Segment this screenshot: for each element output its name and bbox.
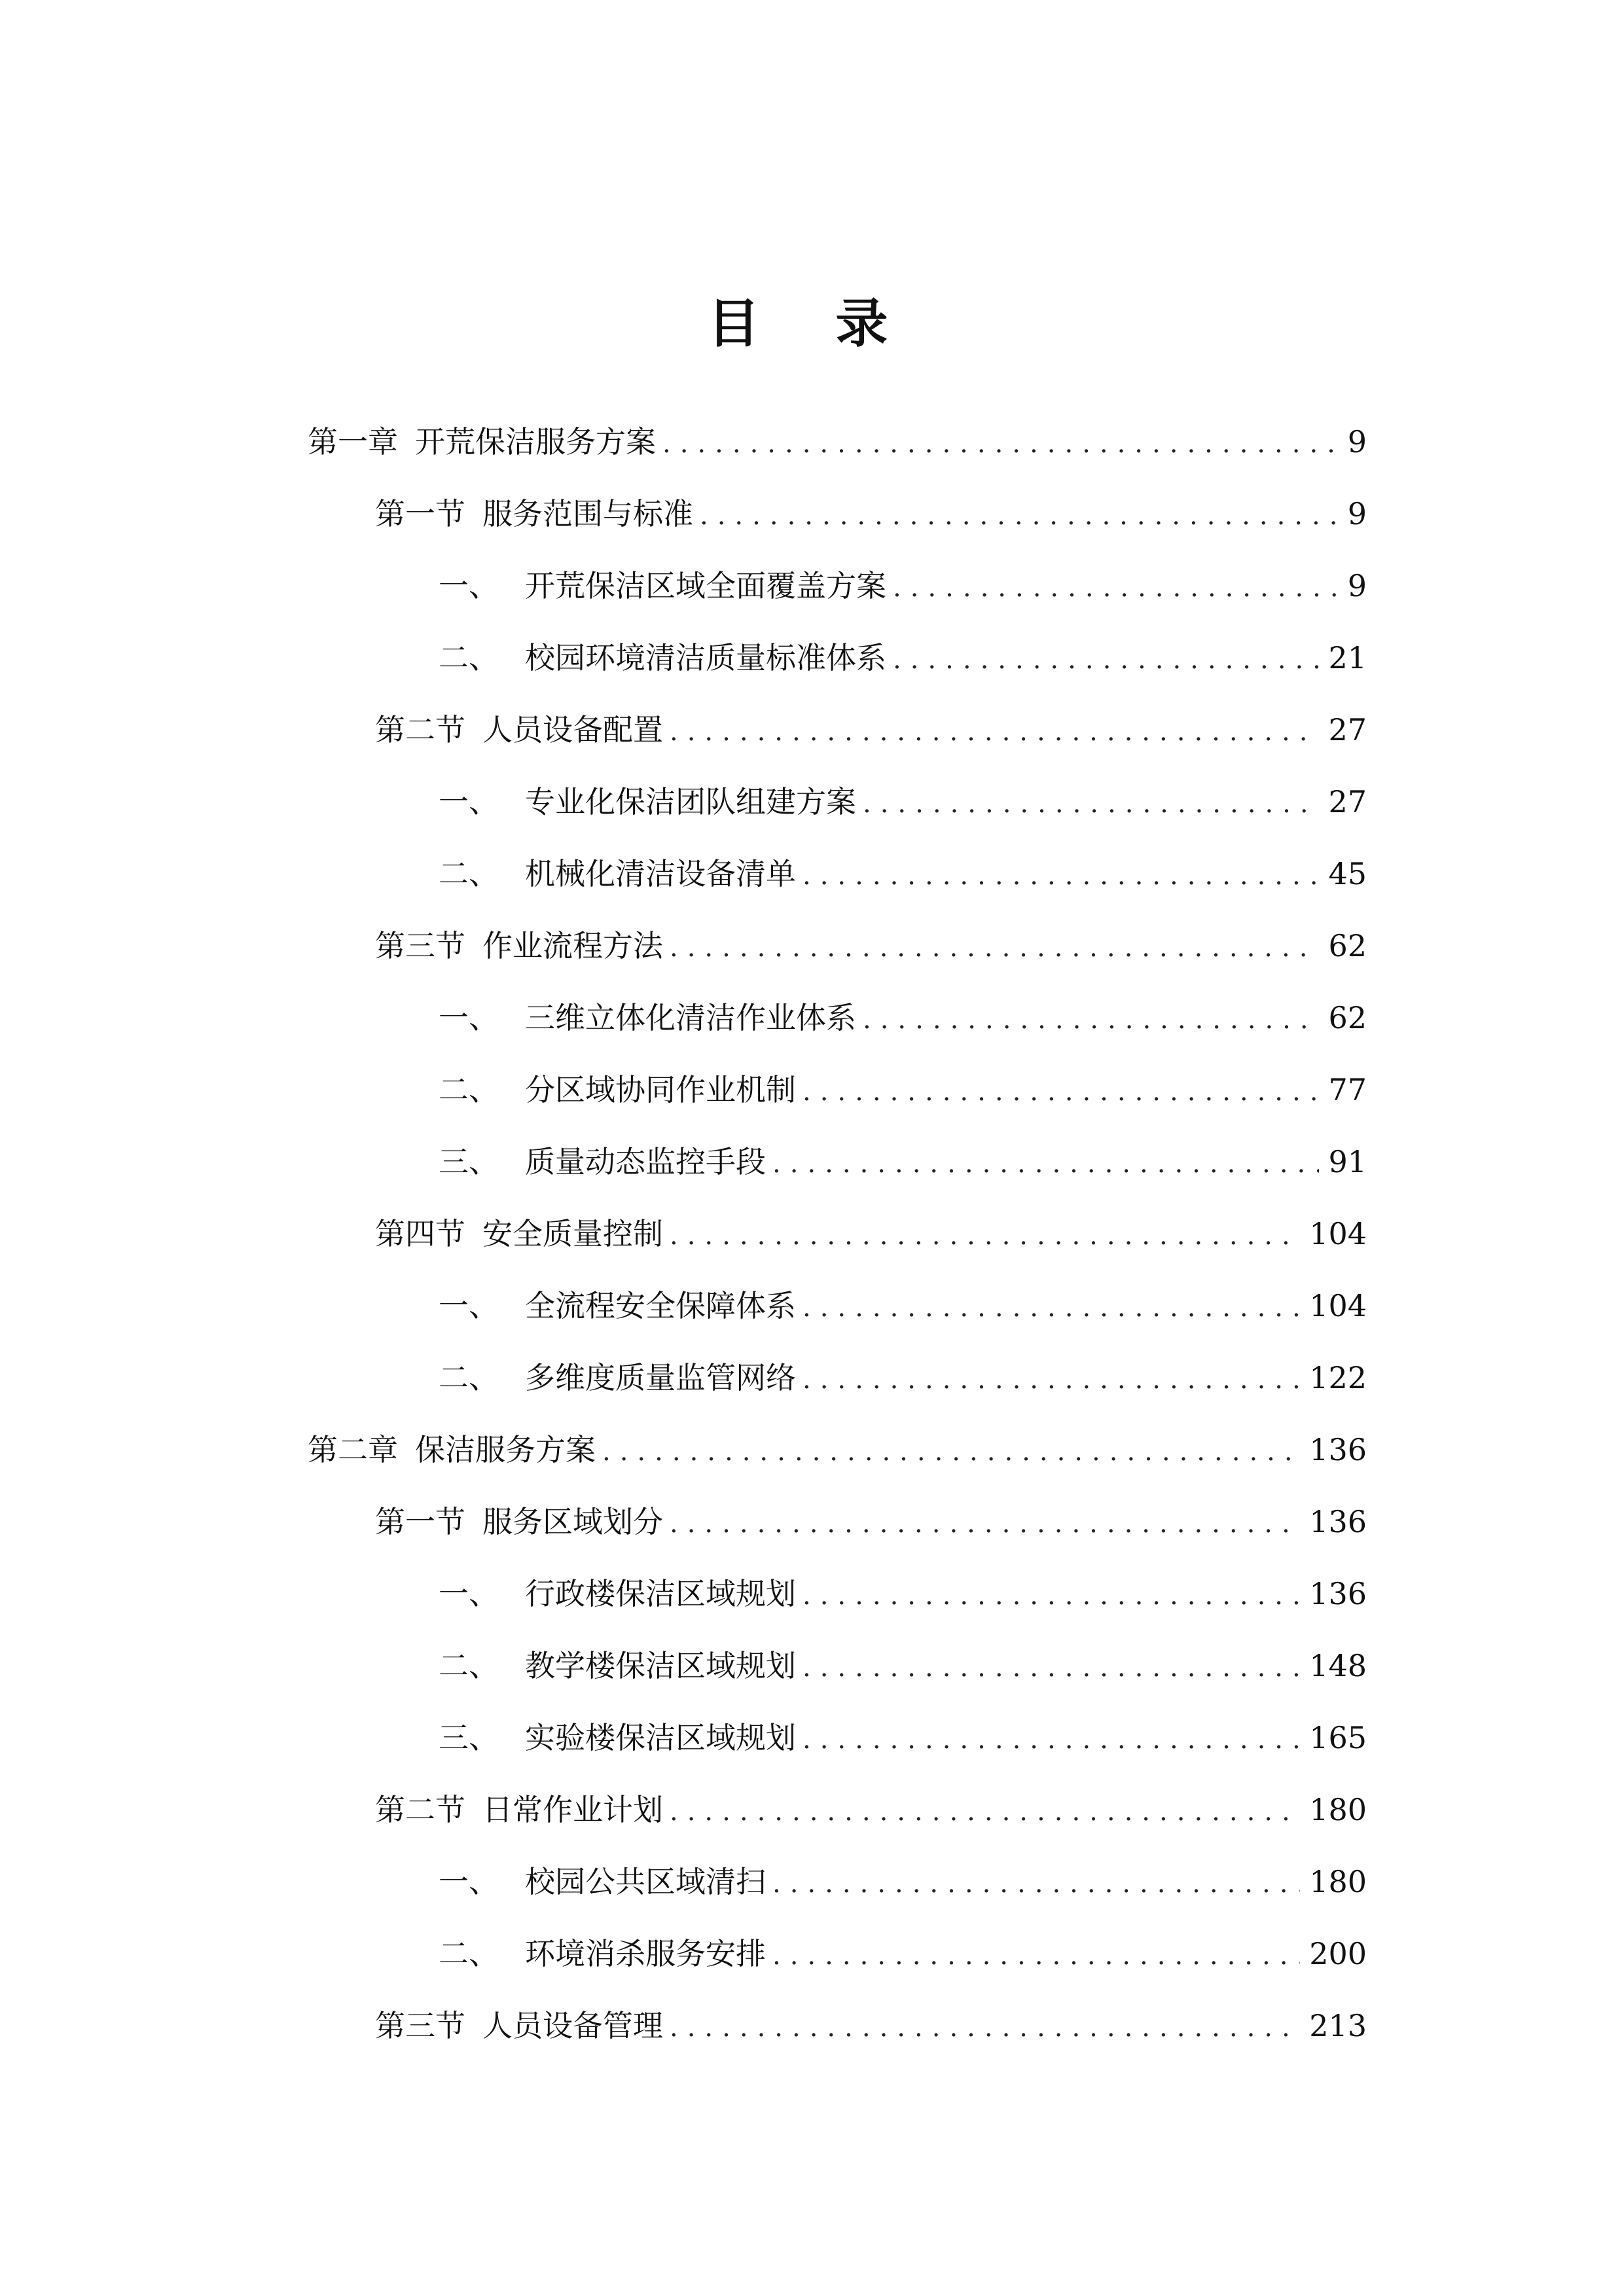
toc-dot-leader <box>893 565 1339 611</box>
toc-entry[interactable] <box>439 1283 1367 1329</box>
toc-entry-page-number: 45 <box>1328 856 1367 891</box>
toc-entry[interactable] <box>439 1355 1367 1401</box>
toc-entry-page-number: 148 <box>1309 1648 1367 1683</box>
toc-entry-title: 服务范围与标准 <box>482 496 693 531</box>
toc-entry-page-number: 77 <box>1328 1072 1367 1107</box>
toc-entry-title: 人员设备管理 <box>482 2008 663 2043</box>
toc-entry-page-number: 136 <box>1309 1504 1367 1539</box>
toc-entry-number: 第一章 <box>308 424 398 459</box>
toc-entry[interactable] <box>308 1427 1367 1473</box>
toc-entry[interactable] <box>375 1211 1367 1257</box>
toc-entry-title: 教学楼保洁区域规划 <box>525 1648 796 1683</box>
toc-entry-page-number: 180 <box>1309 1864 1367 1899</box>
toc-entry-title: 人员设备配置 <box>482 712 663 747</box>
toc-entry[interactable] <box>375 1499 1367 1545</box>
toc-entry-title: 质量动态监控手段 <box>525 1144 766 1179</box>
toc-entry-page-number: 62 <box>1328 928 1367 963</box>
toc-entry-number: 第一节 <box>375 1504 465 1539</box>
toc-entry-page-number: 91 <box>1328 1144 1367 1179</box>
toc-entry-title: 专业化保洁团队组建方案 <box>525 784 856 819</box>
toc-entry-number: 二、 <box>439 1648 499 1683</box>
toc-entry-page-number: 27 <box>1328 784 1367 819</box>
toc-entry-number: 一、 <box>439 1288 499 1323</box>
toc-entry-page-number: 62 <box>1328 1000 1367 1035</box>
toc-entry-title: 服务区域划分 <box>482 1504 663 1539</box>
toc-entry-title: 行政楼保洁区域规划 <box>525 1576 796 1611</box>
toc-entry-number: 第二章 <box>308 1432 398 1467</box>
toc-entry-page-number: 104 <box>1309 1216 1367 1251</box>
toc-entry-page-number: 104 <box>1309 1288 1367 1323</box>
toc-dot-leader <box>700 493 1339 539</box>
toc-entry-page-number: 21 <box>1328 640 1367 675</box>
toc-dot-leader <box>670 925 1319 971</box>
toc-entry-page-number: 9 <box>1347 496 1367 531</box>
toc-entry-number: 第三节 <box>375 2008 465 2043</box>
toc-entry-title: 校园公共区域清扫 <box>525 1864 766 1899</box>
toc-dot-leader <box>863 781 1319 827</box>
toc-entry-title: 机械化清洁设备清单 <box>525 856 796 891</box>
toc-entry-number: 第一节 <box>375 496 465 531</box>
toc-entry[interactable] <box>439 563 1367 609</box>
toc-dot-leader <box>602 1429 1300 1475</box>
toc-dot-leader <box>772 1933 1300 1979</box>
toc-entry[interactable] <box>439 1643 1367 1689</box>
toc-dot-leader <box>863 997 1319 1043</box>
toc-entry[interactable] <box>439 779 1367 825</box>
toc-entry-number: 一、 <box>439 568 499 603</box>
toc-dot-leader <box>772 1861 1300 1907</box>
toc-entry-title: 保洁服务方案 <box>415 1432 596 1467</box>
toc-entry-number: 二、 <box>439 1072 499 1107</box>
toc-entry-page-number: 165 <box>1309 1720 1367 1755</box>
toc-entry-title: 开荒保洁服务方案 <box>415 424 656 459</box>
toc-entry-page-number: 200 <box>1309 1936 1367 1971</box>
toc-dot-leader <box>803 1573 1300 1619</box>
toc-entry-page-number: 136 <box>1309 1432 1367 1467</box>
toc-entry-title: 日常作业计划 <box>482 1792 663 1827</box>
toc-entry-page-number: 122 <box>1309 1360 1367 1395</box>
toc-entry[interactable] <box>439 1859 1367 1905</box>
toc-entry-page-number: 136 <box>1309 1576 1367 1611</box>
toc-entry-title: 实验楼保洁区域规划 <box>525 1720 796 1755</box>
toc-entry-number: 一、 <box>439 1576 499 1611</box>
toc-entry-title: 校园环境清洁质量标准体系 <box>525 640 886 675</box>
toc-dot-leader <box>803 1357 1300 1403</box>
toc-entry-title: 三维立体化清洁作业体系 <box>525 1000 856 1035</box>
toc-dot-leader <box>670 1501 1300 1547</box>
toc-dot-leader <box>803 1285 1300 1331</box>
toc-dot-leader <box>670 2005 1300 2051</box>
toc-dot-leader <box>803 1717 1300 1763</box>
toc-dot-leader <box>670 1789 1300 1835</box>
toc-entry-number: 一、 <box>439 1864 499 1899</box>
toc-entry-number: 第三节 <box>375 928 465 963</box>
toc-entry-number: 一、 <box>439 1000 499 1035</box>
toc-entry[interactable] <box>439 635 1367 681</box>
toc-entry-number: 二、 <box>439 856 499 891</box>
toc-entry[interactable] <box>439 1571 1367 1617</box>
toc-entry-number: 三、 <box>439 1720 499 1755</box>
toc-entry-title: 开荒保洁区域全面覆盖方案 <box>525 568 886 603</box>
toc-entry-number: 二、 <box>439 1360 499 1395</box>
toc-entry[interactable] <box>439 851 1367 897</box>
toc-entry[interactable] <box>439 1715 1367 1761</box>
toc-entry-page-number: 213 <box>1309 2008 1367 2043</box>
toc-entry-number: 第二节 <box>375 712 465 747</box>
toc-entry-title: 多维度质量监管网络 <box>525 1360 796 1395</box>
toc-entry-page-number: 27 <box>1328 712 1367 747</box>
toc-dot-leader <box>662 421 1339 467</box>
toc-entry-number: 第二节 <box>375 1792 465 1827</box>
toc-entry[interactable] <box>375 491 1367 537</box>
toc-entry-title: 安全质量控制 <box>482 1216 663 1251</box>
toc-dot-leader <box>803 853 1319 899</box>
toc-dot-leader <box>893 637 1319 683</box>
toc-entry[interactable] <box>439 995 1367 1041</box>
toc-entry-title: 环境消杀服务安排 <box>525 1936 766 1971</box>
toc-dot-leader <box>803 1645 1300 1691</box>
toc-entry-number: 一、 <box>439 784 499 819</box>
toc-dot-leader <box>670 1213 1300 1259</box>
toc-entry-number: 三、 <box>439 1144 499 1179</box>
toc-entry-number: 二、 <box>439 1936 499 1971</box>
toc-entry[interactable] <box>439 1139 1367 1185</box>
toc-entry[interactable] <box>375 1787 1367 1833</box>
toc-dot-leader <box>803 1069 1319 1115</box>
toc-entry-page-number: 9 <box>1347 568 1367 603</box>
toc-entry-number: 第四节 <box>375 1216 465 1251</box>
toc-entry-number: 二、 <box>439 640 499 675</box>
toc-entry-page-number: 9 <box>1347 424 1367 459</box>
toc-entry-title: 全流程安全保障体系 <box>525 1288 796 1323</box>
toc-entry-title: 分区域协同作业机制 <box>525 1072 796 1107</box>
toc-dot-leader <box>670 709 1319 755</box>
toc-entry[interactable] <box>375 707 1367 753</box>
toc-entry[interactable] <box>439 1067 1367 1113</box>
toc-entry[interactable] <box>375 2003 1367 2049</box>
toc-dot-leader <box>772 1141 1319 1187</box>
toc-entry[interactable] <box>439 1931 1367 1977</box>
toc-title: 目 录 <box>707 293 917 354</box>
toc-entry[interactable] <box>375 923 1367 969</box>
toc-entry-page-number: 180 <box>1309 1792 1367 1827</box>
toc-entry-title: 作业流程方法 <box>482 928 663 963</box>
toc-entry[interactable] <box>308 419 1367 465</box>
